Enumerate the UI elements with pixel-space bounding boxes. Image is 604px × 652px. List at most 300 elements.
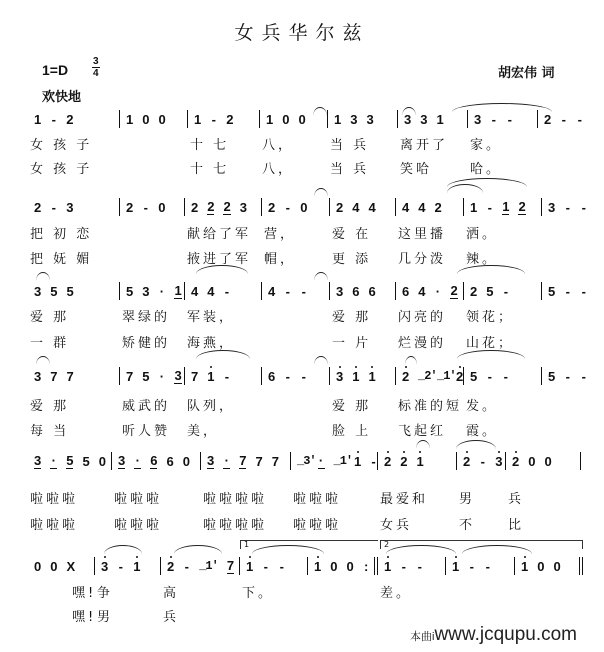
note: 3 (101, 558, 109, 574)
lyric: 八， (262, 138, 295, 153)
lyric (262, 332, 330, 351)
lyric: 海燕， (187, 336, 236, 351)
lyric (308, 606, 378, 625)
note: 4 (207, 283, 215, 299)
measure (506, 452, 581, 470)
note: - (51, 199, 56, 215)
lyric: 队列， (187, 399, 236, 414)
lyric (120, 158, 188, 177)
note: 0 (553, 558, 561, 574)
note: 4 (352, 199, 360, 215)
lyric: 爱 那 (30, 310, 70, 325)
note: - (581, 199, 586, 215)
note: - (401, 558, 406, 574)
note: 2 (512, 453, 520, 469)
note: 0 (182, 453, 190, 469)
lyric: 辣。 (466, 252, 499, 267)
lyric-line-verse-2 (28, 514, 581, 532)
note: 7 (255, 453, 263, 469)
lyric: 闪亮的 (398, 310, 447, 325)
lyric (120, 248, 185, 267)
lyric (538, 158, 604, 177)
lyric: 这里播 (398, 227, 447, 242)
measure (185, 282, 262, 300)
slur-mark (36, 272, 50, 281)
note: · (51, 453, 56, 468)
lyric: 兵 (163, 610, 180, 625)
lyric: 差。 (380, 586, 413, 601)
measure (378, 557, 446, 575)
note: 7 (226, 558, 235, 573)
note: : (364, 558, 369, 574)
note: 0 (282, 111, 290, 127)
note: 3 (420, 111, 428, 127)
lyric: 兵 (508, 492, 525, 507)
lyric (542, 395, 604, 414)
slur-mark (314, 188, 328, 197)
note: 7 (50, 368, 58, 384)
note: 4 (191, 283, 199, 299)
lyric: 十 七 (190, 138, 230, 153)
lyric: 山花； (466, 336, 515, 351)
note: 5 (66, 453, 74, 468)
slur-mark (452, 103, 552, 112)
lyric (446, 606, 515, 625)
measure (378, 452, 457, 470)
lyric: 啦啦啦 (293, 492, 342, 507)
note: - (503, 283, 509, 299)
note: 4 (368, 199, 376, 215)
note: - (371, 453, 376, 469)
measure (185, 198, 262, 216)
time-signature (92, 56, 100, 79)
note: 2 (450, 283, 458, 298)
lyric: 下。 (242, 586, 275, 601)
note: - (51, 111, 56, 127)
note: 2 (207, 199, 215, 214)
notation-line (28, 452, 581, 470)
watermark-site: www.jcqupu.com (434, 624, 578, 645)
note: - (279, 558, 284, 574)
note: - (285, 199, 290, 215)
lyric (542, 223, 604, 242)
note: 4 (418, 283, 426, 299)
measure (262, 198, 330, 216)
note: 3 (34, 368, 42, 384)
lyric: 每 当 (30, 424, 70, 439)
lyric: 八， (262, 162, 295, 177)
slur-mark (314, 272, 328, 281)
note: 0 (158, 111, 166, 127)
note: 5 (470, 368, 478, 384)
measure (464, 198, 542, 216)
note: 1 (334, 111, 342, 127)
note: 1 (416, 453, 424, 469)
note: · (435, 283, 441, 299)
measure (120, 367, 185, 385)
note: 5 (50, 283, 58, 299)
measure (457, 452, 506, 470)
note: 3 (66, 199, 74, 215)
measure (542, 282, 604, 300)
note: - (487, 368, 492, 384)
note: 3 (336, 283, 344, 299)
note: 0 (537, 558, 545, 574)
lyric: 营， (264, 227, 297, 242)
measure (396, 282, 464, 300)
lyric: 男 (459, 492, 476, 507)
lyric: 听人赞 (122, 424, 171, 439)
lyric-line-verse-1 (28, 306, 604, 324)
slur-mark (36, 356, 50, 365)
note: 6 (368, 283, 376, 299)
note: 0 (528, 453, 536, 469)
note: 1 (207, 368, 215, 384)
note: 4 (402, 199, 410, 215)
lyric: 献给了军 (187, 227, 252, 242)
lyric: 洒。 (466, 227, 499, 242)
measure (161, 557, 240, 575)
lyric: 翠绿的 (122, 310, 171, 325)
note: 2 (463, 453, 471, 469)
note: 1 (126, 111, 134, 127)
notation-line (28, 557, 583, 575)
note: 3 (207, 453, 215, 468)
measure (330, 282, 396, 300)
note: 2 (268, 199, 276, 215)
lyric-line-verse-1 (28, 395, 604, 413)
measure (468, 110, 538, 128)
lyric-line-verse-2 (28, 420, 604, 438)
note: - (565, 368, 570, 384)
measure (542, 367, 604, 385)
note: 0 (298, 111, 306, 127)
measure (330, 367, 396, 385)
note: 0 (300, 199, 308, 215)
lyric: 一 片 (332, 336, 372, 351)
note: - (577, 111, 582, 127)
note: 3 (350, 111, 358, 127)
lyric: 威武的 (122, 399, 171, 414)
note: 0 (346, 558, 354, 574)
lyric: 女兵 (380, 518, 413, 533)
lyric: 当 兵 (330, 162, 370, 177)
note: - (491, 111, 496, 127)
lyric (308, 582, 378, 601)
lyric: 爱 那 (332, 310, 372, 325)
note: - (143, 199, 148, 215)
note: 2 (470, 283, 478, 299)
note: 1 (521, 558, 529, 574)
note: 2 (456, 368, 464, 384)
slur-mark (457, 350, 525, 359)
measure (464, 367, 542, 385)
note: 7 (239, 453, 247, 468)
note: 5 (82, 453, 90, 469)
note: 1 (368, 368, 376, 384)
lyric (542, 306, 604, 325)
lyric-line-verse-1 (28, 582, 583, 600)
notation-line (28, 282, 604, 300)
note: 1 (452, 558, 460, 574)
note: 1 (436, 111, 444, 127)
note: _1' (199, 559, 218, 573)
measure (28, 557, 95, 575)
measure (112, 452, 201, 470)
measure (308, 557, 378, 575)
lyric: 爱 那 (332, 399, 372, 414)
slur-mark (174, 545, 222, 554)
note: - (211, 111, 216, 127)
lyric: 啦啦啦 (293, 518, 342, 533)
time-signature-top: 3 (93, 56, 99, 67)
measure (262, 367, 330, 385)
lyric: 掖进了军 (187, 252, 252, 267)
note: - (263, 558, 268, 574)
lyric: 争 (97, 586, 114, 601)
measure (240, 557, 308, 575)
note: 5 (142, 368, 150, 384)
note: 2 (167, 558, 175, 574)
measure (28, 282, 120, 300)
lyric: 爱 那 (30, 399, 70, 414)
lyric (542, 248, 604, 267)
lyric: 领花； (466, 310, 515, 325)
lyric (378, 606, 446, 625)
measure (28, 198, 120, 216)
note: · (224, 453, 229, 468)
note: - (118, 558, 123, 574)
lyric: 更 添 (332, 252, 372, 267)
note: 5 (486, 283, 494, 299)
lyric: 哈。 (470, 162, 503, 177)
watermark (410, 624, 577, 646)
lyric: 脸 上 (332, 424, 372, 439)
lyric-line-verse-2 (28, 158, 604, 176)
note: - (184, 558, 189, 574)
lyric-line-verse-1 (28, 223, 604, 241)
lyric: 啦啦啦啦 (203, 518, 268, 533)
lyric: 爱 在 (332, 227, 372, 242)
note: 3 (118, 453, 126, 468)
note: 3 (366, 111, 374, 127)
slur-mark (313, 107, 327, 116)
note: 0 (158, 199, 166, 215)
lyric: 飞起红 (398, 424, 447, 439)
measure (446, 557, 515, 575)
note: 6 (150, 453, 158, 468)
note: - (581, 283, 586, 299)
note: _2' (418, 369, 437, 383)
note: 3 (142, 283, 150, 299)
note: 6 (402, 283, 410, 299)
lyric: 离开了 (400, 138, 449, 153)
note: - (561, 111, 566, 127)
slur-mark (447, 178, 527, 187)
lyric: 啦啦啦 (114, 518, 163, 533)
lyric: 烂漫的 (398, 336, 447, 351)
note: · (318, 453, 324, 468)
time-signature-bottom: 4 (93, 68, 99, 79)
note: 1 (246, 558, 254, 574)
song-title: 女兵华尔兹 (234, 22, 370, 44)
measure (28, 452, 112, 470)
measure (328, 110, 398, 128)
lyric (240, 606, 308, 625)
lyric (120, 223, 185, 242)
note: 7 (271, 453, 279, 469)
lyric (262, 395, 330, 414)
lyric: 比 (508, 518, 525, 533)
note: 1 (133, 558, 141, 574)
lyricist-credit: 胡宏伟 词 (498, 66, 555, 81)
note: 3 (34, 453, 42, 468)
note: · (159, 283, 165, 299)
lyric: 美， (187, 424, 220, 439)
note: - (565, 199, 570, 215)
lyric: 女 孩 子 (30, 162, 93, 177)
note: 2 (66, 111, 74, 127)
note: 3 (239, 199, 247, 215)
note: - (581, 368, 586, 384)
lyric-line-verse-2 (28, 248, 604, 266)
note: 1 (174, 283, 182, 298)
measure (330, 198, 396, 216)
note: 2 (191, 199, 199, 215)
measure (396, 367, 464, 385)
note: _1' (333, 454, 353, 468)
note: 7 (191, 368, 199, 384)
lyric: 把 妩 媚 (30, 252, 93, 267)
note: - (487, 199, 492, 215)
note: - (417, 558, 422, 574)
note: - (285, 283, 290, 299)
note: 4 (418, 199, 426, 215)
note: 0 (50, 558, 58, 574)
slur-mark (314, 356, 328, 365)
note: 2 (402, 368, 410, 384)
measure (120, 282, 185, 300)
notation-line (28, 367, 604, 385)
note: 1 (502, 199, 510, 214)
lyric: 霞。 (466, 424, 499, 439)
note: 1 (266, 111, 274, 127)
note: 3 (474, 111, 482, 127)
note: 0 (544, 453, 552, 469)
note: 3 (174, 368, 182, 383)
measure (291, 452, 378, 470)
lyric: 一 群 (30, 336, 70, 351)
lyric: 高 (163, 586, 180, 601)
note: - (507, 111, 512, 127)
lyric: 嘿! (72, 610, 97, 625)
note: 5 (66, 283, 74, 299)
lyric (262, 420, 330, 439)
lyric: 笑哈 (400, 162, 433, 177)
lyric-line-verse-2 (28, 332, 604, 350)
note: 6 (352, 283, 360, 299)
note: 6 (166, 453, 174, 469)
measure (185, 367, 262, 385)
note: 2 (34, 199, 42, 215)
lyric-line-verse-2 (28, 606, 583, 624)
note: 4 (268, 283, 276, 299)
note: 5 (548, 368, 556, 384)
lyric: 发。 (466, 399, 499, 414)
lyric: 啦啦啦 (30, 518, 79, 533)
measure (28, 367, 120, 385)
note: 3 (495, 453, 503, 469)
note: - (301, 368, 306, 384)
note: - (224, 368, 230, 384)
note: · (135, 453, 140, 468)
notation-line (28, 198, 604, 216)
volta-bracket-2: 2 (380, 540, 583, 549)
slur-mark (402, 107, 416, 116)
lyric: 女 孩 子 (30, 138, 93, 153)
watermark-prefix: 本曲i (410, 631, 435, 643)
lyric: 矫健的 (122, 336, 171, 351)
key-signature: 1=D (42, 62, 69, 78)
lyric: 十 七 (190, 162, 230, 177)
note: X (66, 558, 76, 574)
note: 7 (66, 368, 74, 384)
measure (120, 198, 185, 216)
note: _3' (297, 454, 316, 468)
lyric (515, 606, 583, 625)
note: 1 (352, 368, 360, 384)
lyric: 不 (459, 518, 476, 533)
note: 0 (34, 558, 42, 574)
note: 6 (268, 368, 276, 384)
lyric (446, 582, 515, 601)
measure (515, 557, 583, 575)
lyric: 最爱和 (380, 492, 429, 507)
note: 2 (518, 199, 526, 214)
measure (201, 452, 291, 470)
lyric (262, 306, 330, 325)
lyric: 标准的短 (398, 399, 463, 414)
lyric (515, 582, 583, 601)
note: 3 (336, 368, 344, 384)
note: 1 (314, 558, 322, 574)
note: 2 (126, 199, 134, 215)
slur-mark (456, 440, 496, 449)
note: 2 (384, 453, 392, 469)
slur-mark (104, 545, 142, 554)
lyric-line-verse-1 (28, 488, 581, 506)
lyric: 当 兵 (330, 138, 370, 153)
measure (396, 198, 464, 216)
lyric-line-verse-1 (28, 134, 604, 152)
lyric: 啦啦啦 (114, 492, 163, 507)
note: 7 (126, 368, 134, 384)
note: 3 (404, 111, 412, 127)
note: 3 (548, 199, 556, 215)
note: - (480, 453, 485, 469)
measure (464, 282, 542, 300)
note: 2 (226, 111, 234, 127)
tempo-marking: 欢快地 (42, 90, 82, 105)
measure (538, 110, 604, 128)
note: 0 (142, 111, 150, 127)
lyric (120, 134, 188, 153)
note: 0 (98, 453, 106, 469)
note: - (224, 283, 230, 299)
note: _1' (437, 369, 456, 383)
note: 1 (194, 111, 202, 127)
measure (120, 110, 188, 128)
